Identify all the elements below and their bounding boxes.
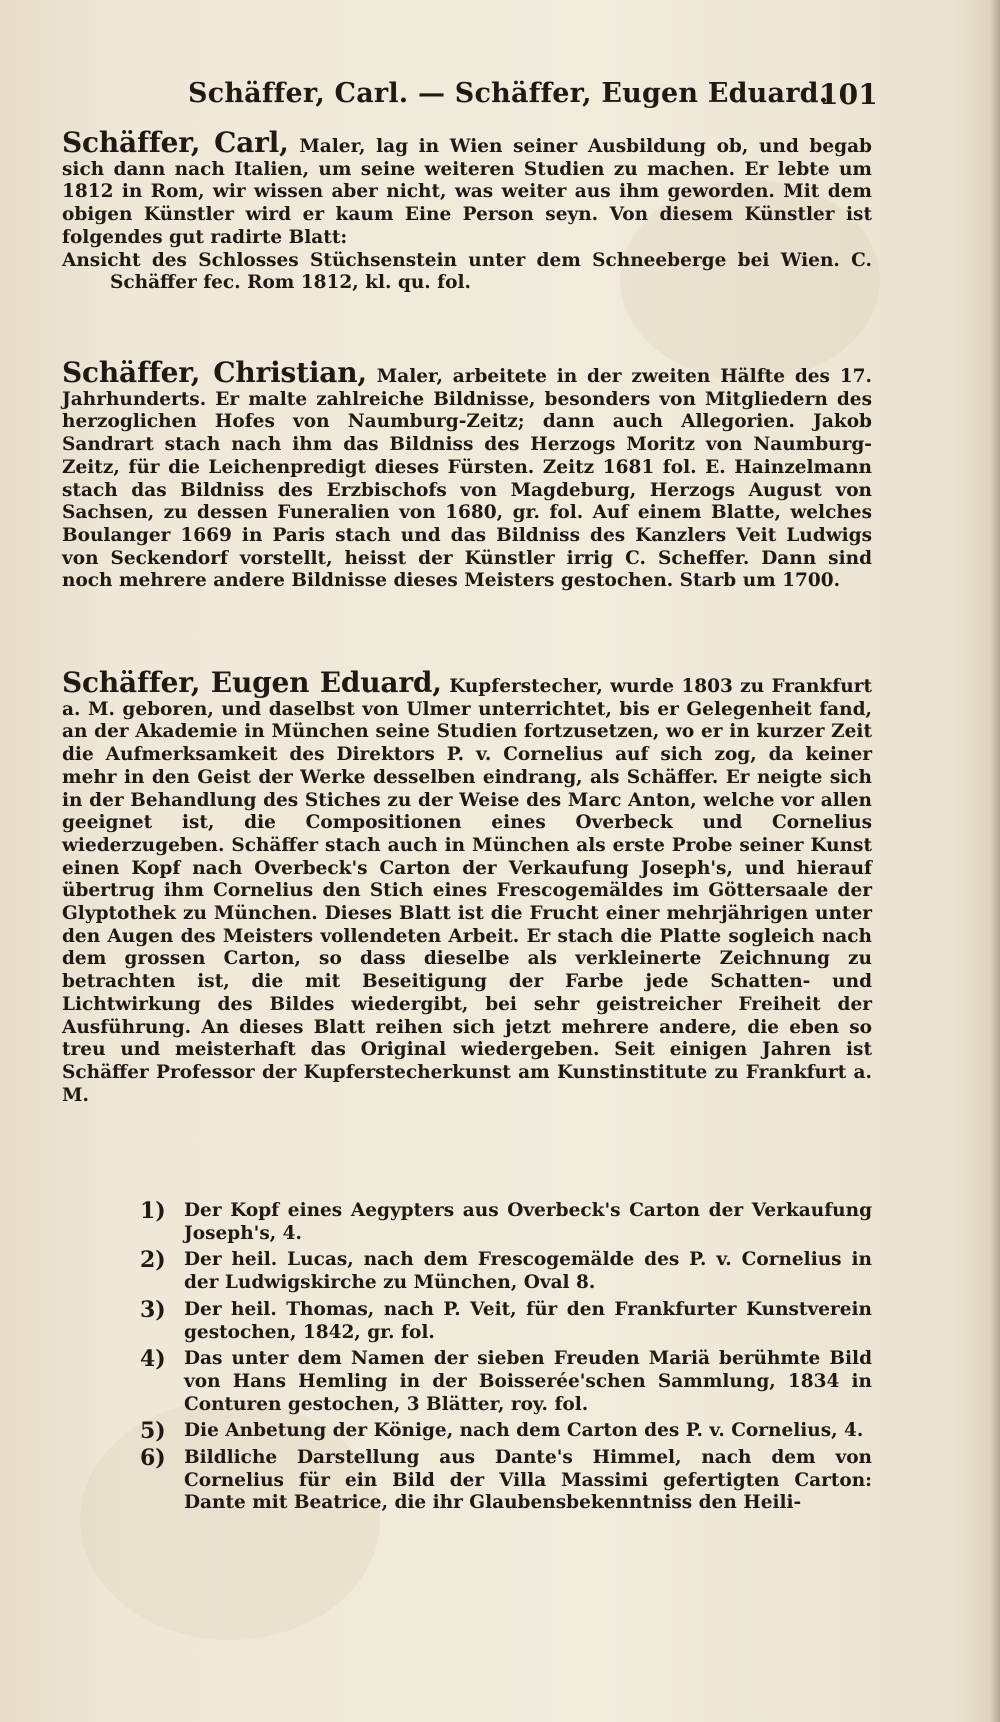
page-number: 101 — [818, 78, 878, 111]
entry-text: Kupferstecher, wurde 1803 zu Frankfurt a. M. geboren, und daselbst von Ulmer unterrichtet, bis er Gelegenheit fand, an der Akademie in München seine Studien fortzusetzen, wo er in kurzer Zeit die Aufmerksamkeit des Direktors P. v. Cornelius auf sich zog, da keiner mehr in den Geist der Werke desselben eindrang, als Schäffer. Er neigte sich in der Behandlung des Stiches zu der Weise des Marc Anton, welche vor allen geeignet ist, die Compositionen eines Overbeck und Cornelius wiederzugeben. Schäffer stach auch in München als erste Probe seiner Kunst einen Kopf nach Overbeck's Carton der Verkaufung Joseph's, und hierauf übertrug ihm Cornelius den Stich eines Frescogemäldes im Göttersaale der Glyptothek zu München. Dieses Blatt ist die Frucht einer mehrjährigen unter den Augen des Meisters vollendeten Arbeit. Er stach die Platte sogleich nach dem grossen Carton, so dass dieselbe als verkleinerte Zeichnung zu betrachten ist, die mit Beseitigung der Farbe jede Schatten- und Lichtwirkung des Bildes wiedergibt, bei sehr geistreicher Freiheit der Ausführung. An dieses Blatt reihen sich jetzt mehrere andere, die eben so treu und meisterhaft das Original wiedergeben. Seit einigen Jahren ist Schäffer Professor der Kupferstecherkunst am Kunstinstitute zu Frankfurt a. M. — [62, 676, 872, 1106]
running-title: Schäffer, Carl. — Schäffer, Eugen Eduard. — [188, 78, 829, 109]
list-item — [140, 1348, 872, 1416]
item-text: Der heil. Lucas, nach dem Frescogemälde des P. v. Cornelius in der Ludwigskirche zu München, Oval 8. — [184, 1249, 872, 1294]
item-number: 3) — [140, 1296, 166, 1323]
item-number: 4) — [140, 1346, 166, 1373]
item-number: 2) — [140, 1247, 166, 1274]
item-number: 1) — [140, 1198, 166, 1224]
item-number: 5) — [140, 1418, 166, 1445]
entry-name: Schäffer, Eugen Eduard, — [62, 666, 442, 699]
item-number: 6) — [140, 1445, 166, 1472]
entry-schaeffer-christian — [62, 356, 872, 593]
works-list — [140, 1200, 872, 1519]
entry-plate: Ansicht des Schlosses Stüchsenstein unter dem Schneeberge bei Wien. C. Schäffer fec. Rom 1812, kl. qu. fol. — [62, 249, 872, 294]
entry-name: Schäffer, Christian, — [62, 356, 367, 389]
item-text: Der heil. Thomas, nach P. Veit, für den Frankfurter Kunstverein gestochen, 1842, gr. fol. — [184, 1298, 872, 1343]
entry-schaeffer-carl — [62, 126, 872, 295]
entry-schaeffer-eugen-eduard — [62, 666, 872, 1107]
list-item — [140, 1296, 872, 1344]
entry-name: Schäffer, Carl, — [62, 126, 289, 159]
list-item — [140, 1249, 872, 1294]
item-text: Die Anbetung der Könige, nach dem Carton des P. v. Cornelius, 4. — [184, 1420, 864, 1442]
item-text: Der Kopf eines Aegypters aus Overbeck's Carton der Verkaufung Joseph's, 4. — [184, 1200, 872, 1244]
entry-text: Maler, lag in Wien seiner Ausbildung ob, und begab sich dann nach Italien, um seine weiteren Studien zu machen. Er lebte um 1812 in Rom, wir wissen aber nicht, was weiter aus ihm geworden. Mit dem obigen Künstler wird er kaum Eine Person seyn. Von diesem Künstler ist folgendes gut radirte Blatt: — [62, 136, 872, 248]
list-item — [140, 1420, 872, 1443]
item-text: Bildliche Darstellung aus Dante's Himmel, nach dem von Cornelius für ein Bild der Villa Massimi gefertigten Carton: Dante mit Beatrice, die ihr Glaubensbekenntniss den Heili- — [184, 1447, 872, 1514]
list-item — [140, 1200, 872, 1245]
list-item — [140, 1447, 872, 1515]
entry-text: Maler, arbeitete in der zweiten Hälfte des 17. Jahrhunderts. Er malte zahlreiche Bildnisse, besonders von Mitgliedern des herzoglichen Hofes von Naumburg-Zeitz; dann auch Allegorien. Jakob Sandrart stach nach ihm das Bildniss des Herzogs Moritz von Naumburg-Zeitz, für die Leichenpredigt dieses Fürsten. Zeitz 1681 fol. E. Hainzelmann stach das Bildniss des Erzbischofs von Magdeburg, Herzogs August von Sachsen, zu dessen Funeralien von 1680, gr. fol. Auf einem Blatte, welches Boulanger 1669 in Paris stach und das Bildniss des Kanzlers Veit Ludwigs von Seckendorf vorstellt, heisst der Künstler irrig C. Scheffer. Dann sind noch mehrere andere Bildnisse dieses Meisters gestochen. Starb um 1700. — [62, 366, 872, 592]
running-header — [188, 78, 878, 118]
item-text: Das unter dem Namen der sieben Freuden Mariä berühmte Bild von Hans Hemling in der Boisserée'schen Sammlung, 1834 in Conturen gestochen, 3 Blätter, roy. fol. — [184, 1348, 872, 1415]
